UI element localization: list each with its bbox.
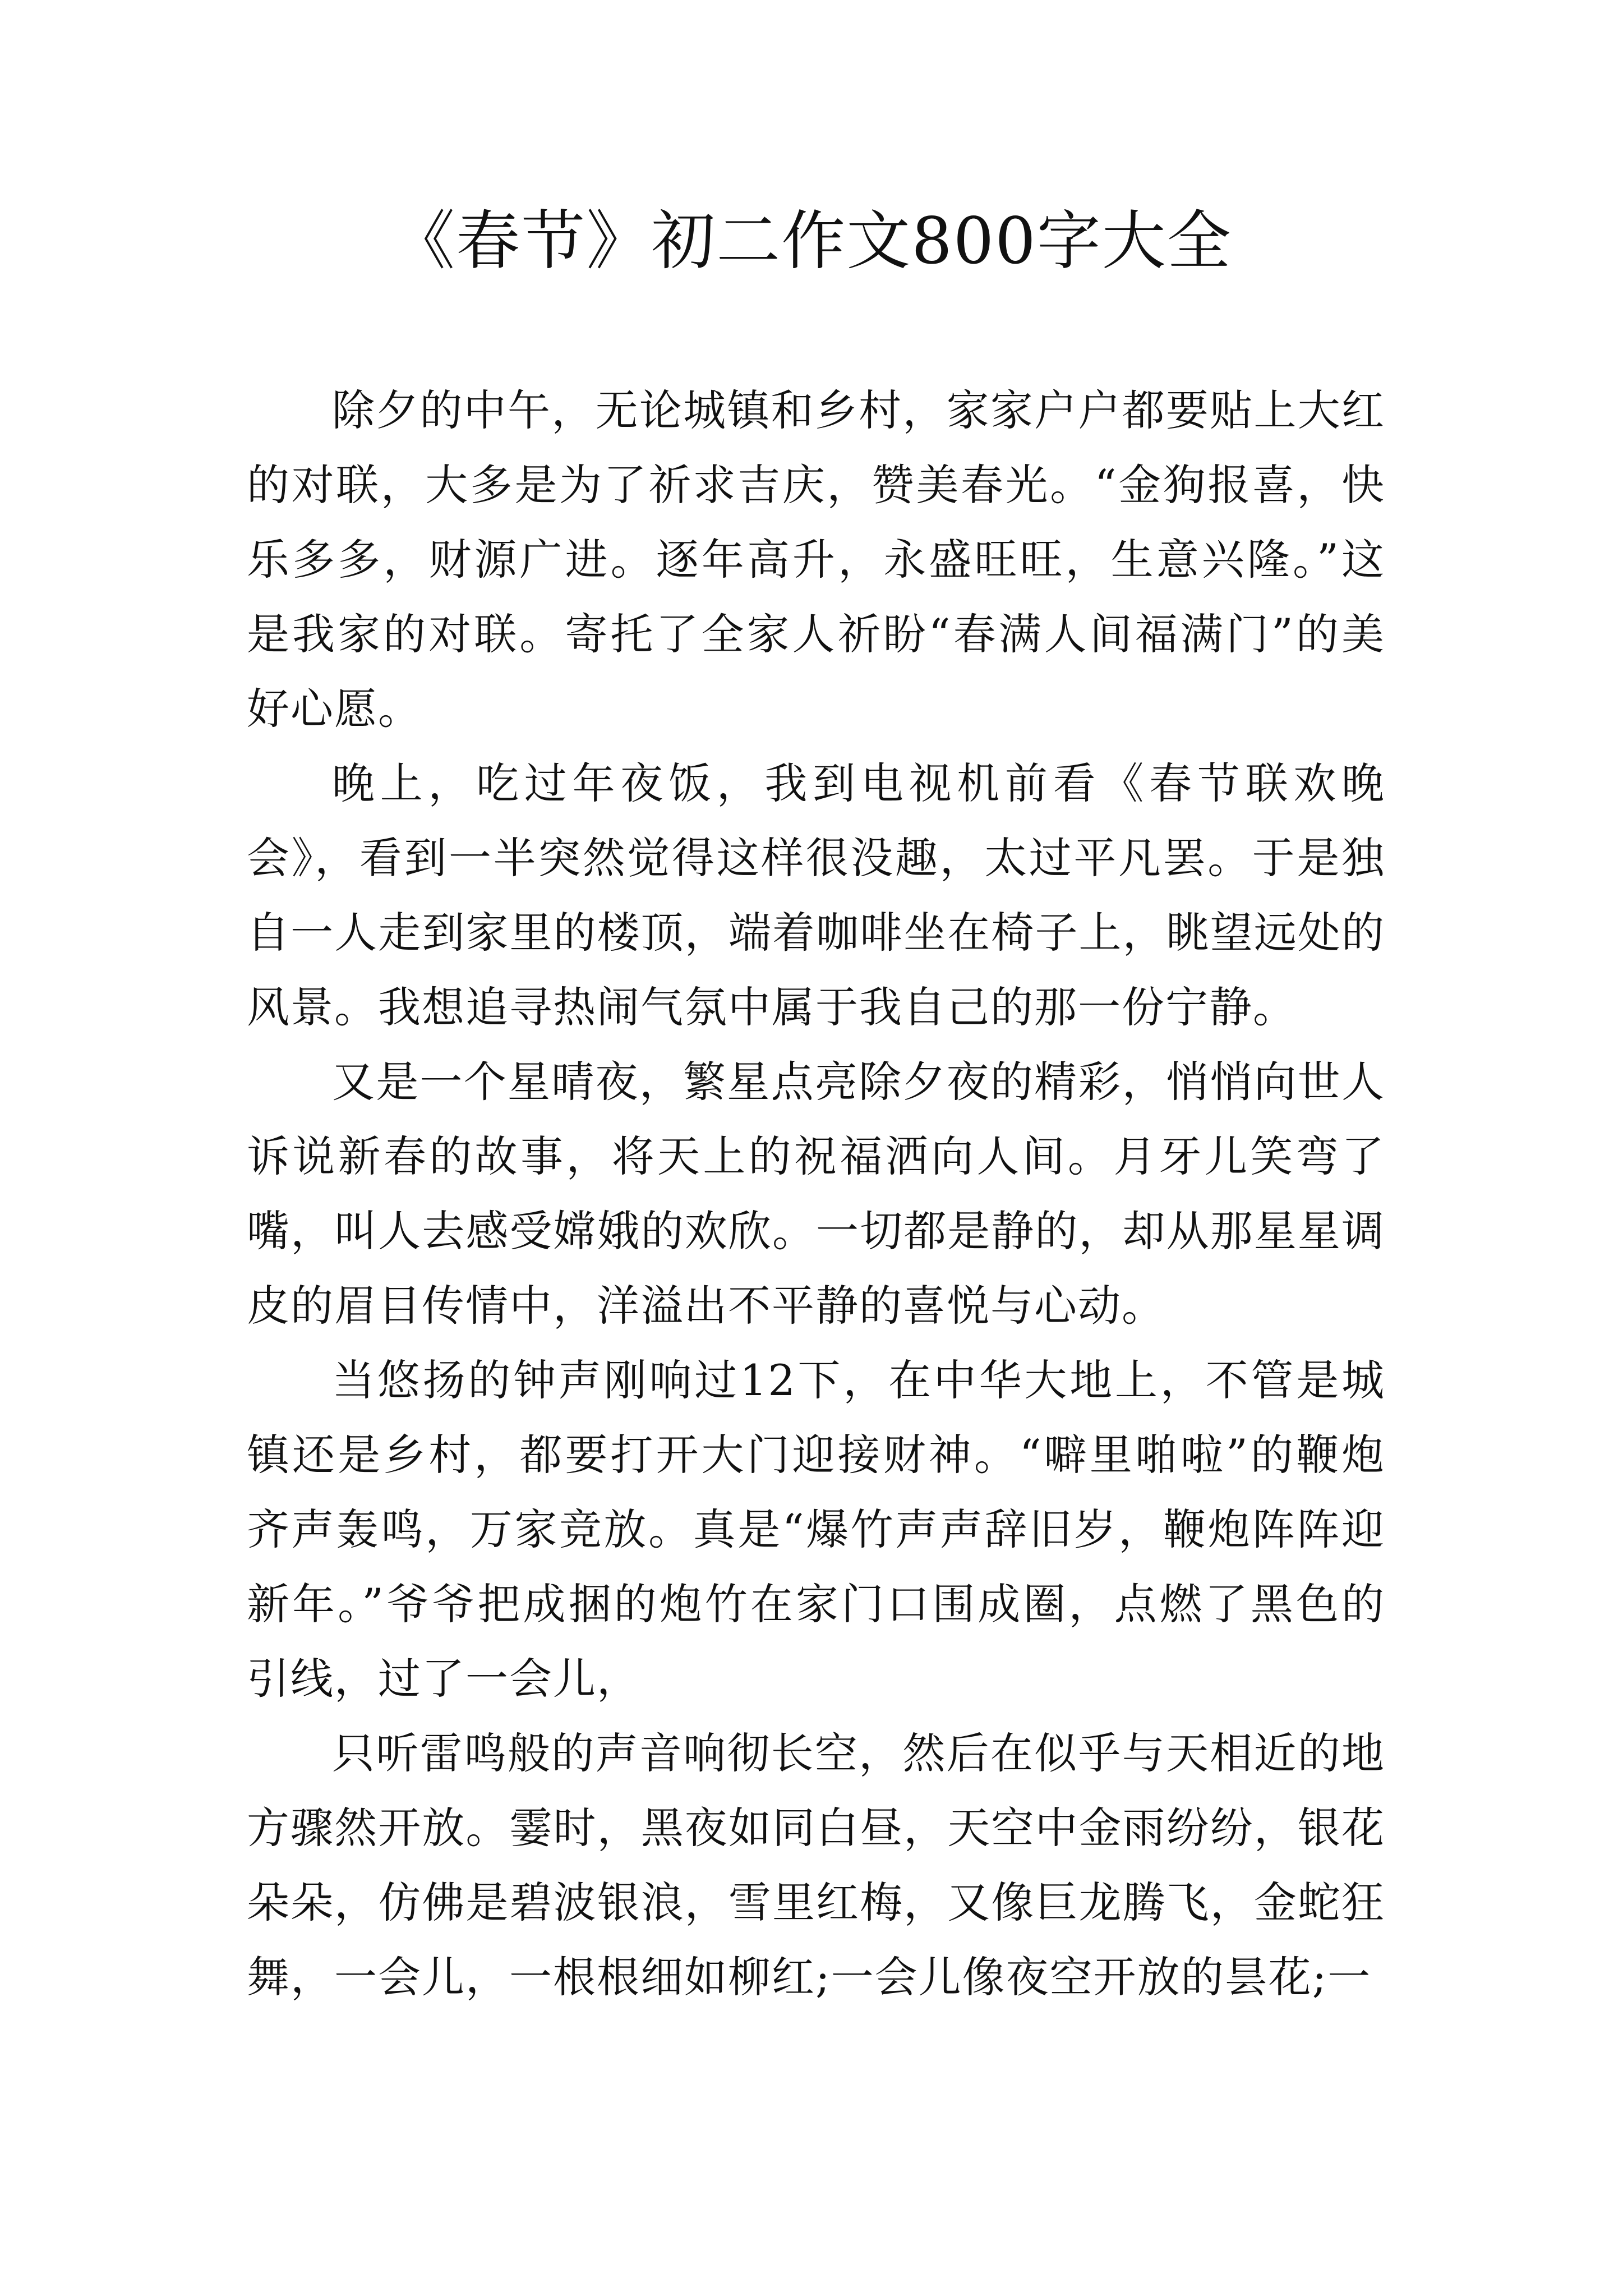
paragraph-4: 当悠扬的钟声刚响过12下，在中华大地上，不管是城镇还是乡村，都要打开大门迎接财神。“噼里啪啦”的鞭炮齐声轰鸣，万家竞放。真是“爆竹声声辞旧岁，鞭炮阵阵迎新年。”爷爷把成捆的炮竹在家门口围成圈，点燃了黑色的引线，过了一会儿， xyxy=(247,1355,1385,1704)
paragraph-2: 晚上，吃过年夜饭，我到电视机前看《春节联欢晚会》，看到一半突然觉得这样很没趣，太过平凡罢。于是独自一人走到家里的楼顶，端着咖啡坐在椅子上，眺望远处的风景。我想追寻热闹气氛中属于我自己的那一份宁静。 xyxy=(247,758,1385,1032)
paragraph-5: 只听雷鸣般的声音响彻长空，然后在似乎与天相近的地方骤然开放。霎时，黑夜如同白昼，天空中金雨纷纷，银花朵朵，仿佛是碧波银浪，雪里红梅，又像巨龙腾飞，金蛇狂舞，一会儿，一根根细如柳红;一会儿像夜空开放的昙花;一 xyxy=(247,1728,1385,2002)
paragraph-3: 又是一个星晴夜，繁星点亮除夕夜的精彩，悄悄向世人诉说新春的故事，将天上的祝福洒向人间。月牙儿笑弯了嘴，叫人去感受嫦娥的欢欣。一切都是静的，却从那星星调皮的眉目传情中，洋溢出不平静的喜悦与心动。 xyxy=(247,1057,1385,1331)
page-title: 《春节》初二作文800字大全 xyxy=(391,204,1232,278)
paragraph-1: 除夕的中午，无论城镇和乡村，家家户户都要贴上大红的对联，大多是为了祈求吉庆，赞美春光。“金狗报喜，快乐多多，财源广进。逐年高升，永盛旺旺，生意兴隆。”这是我家的对联。寄托了全家人祈盼“春满人间福满门”的美好心愿。 xyxy=(247,385,1385,734)
document-body xyxy=(247,373,1385,2014)
